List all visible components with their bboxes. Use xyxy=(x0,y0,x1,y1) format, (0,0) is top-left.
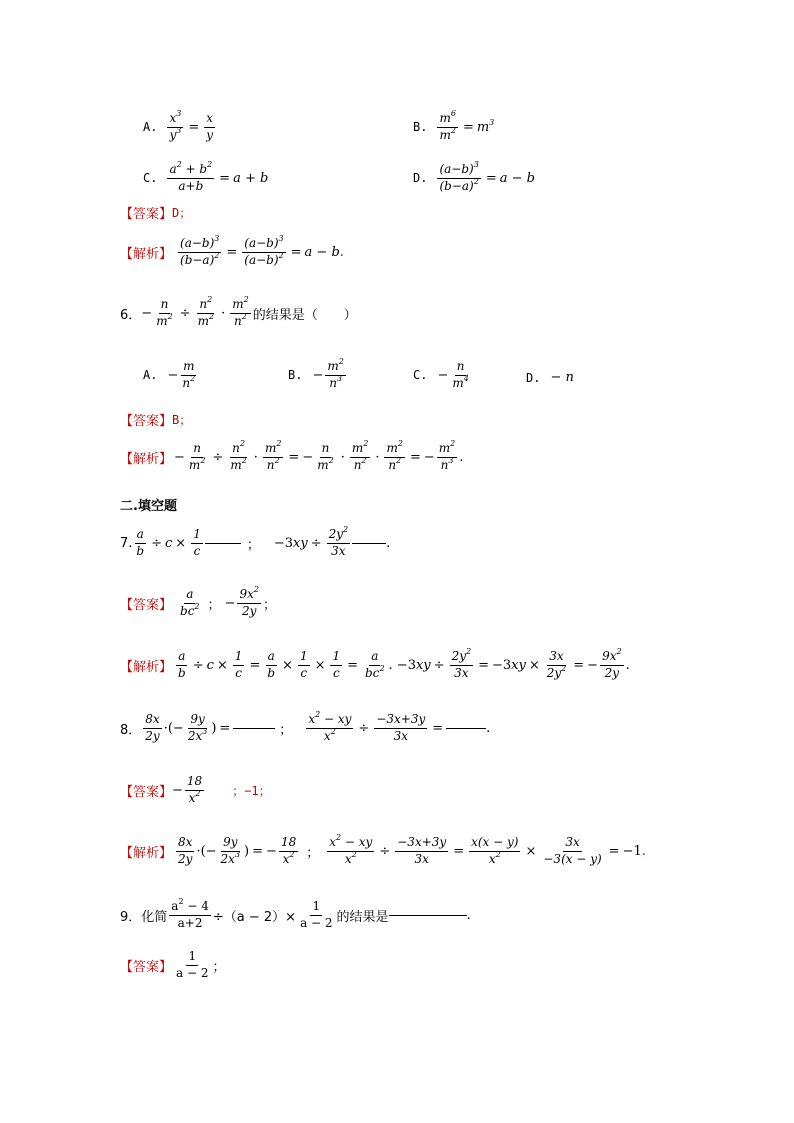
formula: $\frac{x^3}{y^3}$ xyxy=(169,109,182,142)
answer-tag: 【答案】 xyxy=(120,597,173,613)
q9-answer: 【答案】 $\frac{1}{a - 2}$ ； xyxy=(120,949,226,980)
answer-blank[interactable] xyxy=(205,543,241,544)
q6-stem: 6． − $\frac{n}{m^2}$ ÷ $\frac{n^2}{m^2}$ · $\frac{m^2}{n^2}$ 的结果是（ ） xyxy=(120,295,357,328)
answer-value: B； xyxy=(172,413,192,427)
answer-tag: 【答案】 xyxy=(120,414,173,429)
q6-option-b: B. − $\frac{m^2}{n^3}$ xyxy=(288,357,344,390)
q5-option-d: D. $\frac{(a-b)^3}{(b-a)^2}$ = a − b xyxy=(413,160,535,193)
q8-answer: 【答案】 − $\frac{18}{x^2}$ ；−1； xyxy=(120,774,271,805)
q6-option-a: A. − $\frac{m}{n^2}$ xyxy=(143,359,196,390)
formula: $\frac{(a-b)^3}{(b-a)^2}$ xyxy=(439,160,479,193)
answer-tag: 【答案】 xyxy=(120,207,173,222)
question-number: 9． xyxy=(120,909,142,925)
q9-stem: 9． 化简 $\frac{a^2 - 4}{a+2}$ ÷（a − 2）× $\frac{1}{a - 2}$ 的结果是 . xyxy=(120,897,471,930)
q7-stem: 7. $\frac{a}{b}$ ÷ c × $\frac{1}{c}$ ； −3xy ÷ $\frac{2y^2}{3x}$ . xyxy=(120,525,391,558)
q5-option-a: A. $\frac{x^3}{y^3}$ = $\frac{x}{y}$ xyxy=(143,109,214,142)
q6-option-d: D. − n xyxy=(526,370,574,385)
answer-blank[interactable] xyxy=(233,728,275,729)
q8-stem: 8． $\frac{8x}{2y}$ ·(− $\frac{9y}{2x^3}$ ) = ； $\frac{x^2 - xy}{x^2}$ ÷ $\frac{-3x+3y}{3x}$ = . xyxy=(120,710,491,743)
answer-value: D； xyxy=(172,206,192,220)
analysis-tag: 【解析】 xyxy=(120,659,173,675)
section-title: 二.填空题 xyxy=(120,499,177,514)
q6-answer xyxy=(120,410,191,429)
answer-tag: 【答案】 xyxy=(120,784,173,800)
answer-blank[interactable] xyxy=(389,915,467,916)
question-number: 6． xyxy=(120,307,142,323)
question-suffix: 的结果是（ ） xyxy=(252,307,357,323)
question-number: 8． xyxy=(120,722,142,738)
question-number: 7. xyxy=(120,535,133,551)
answer-tag: 【答案】 xyxy=(120,959,173,975)
option-letter: C. xyxy=(143,171,158,186)
q5-option-b: B. $\frac{m^6}{m^2}$ = $m^3$ xyxy=(413,109,495,142)
analysis-tag: 【解析】 xyxy=(120,246,173,262)
option-letter: B. xyxy=(413,120,428,135)
q5-analysis: 【解析】 $\frac{(a-b)^3}{(b-a)^2}$ = $\frac{(a-b)^3}{(a-b)^2}$ = a − b . xyxy=(120,234,344,267)
answer-blank[interactable] xyxy=(352,543,386,544)
analysis-tag: 【解析】 xyxy=(120,845,173,861)
formula: $\frac{x}{y}$ xyxy=(206,111,214,142)
q6-analysis: 【解析】 − $\frac{n}{m^2}$ ÷ $\frac{n^2}{m^2}$ · $\frac{m^2}{n^2}$ = − $\frac{n}{m^2}$ · $\frac{m^2}{n^2}$ · $\frac{m^2}{n^2}$ = − $\frac{m^2}{n^3}$ . xyxy=(120,439,464,472)
formula: $\frac{a^2 + b^2}{a+b}$ xyxy=(169,160,213,193)
q6-option-c: C. − $\frac{n}{m^4}$ xyxy=(413,359,469,390)
option-letter: D. xyxy=(413,171,428,186)
q7-analysis: 【解析】 $\frac{a}{b}$ ÷ c × $\frac{1}{c}$ = $\frac{a}{b}$ × $\frac{1}{c}$ × $\frac{1}{c}$ = $\frac{a}{bc^2}$ . −3xy ÷ $\frac{2y^2}{3x}$ = −3xy × $\frac{3x}{2y^2}$ = − $\frac{9x^2}{2y}$ . xyxy=(120,647,630,680)
formula: $\frac{m^6}{m^2}$ xyxy=(439,109,456,142)
q5-option-c: C. $\frac{a^2 + b^2}{a+b}$ = a + b xyxy=(143,160,269,193)
answer-blank[interactable] xyxy=(446,728,486,729)
q8-analysis: 【解析】 $\frac{8x}{2y}$ ·(− $\frac{9y}{2x^3}$ ) = − $\frac{18}{x^2}$ ； $\frac{x^2 - xy}{x^2}$ ÷ $\frac{-3x+3y}{3x}$ = $\frac{x(x - y)}{x^2}$ × $\frac{3x}{-3(x - y)}$ = −1 . xyxy=(120,833,646,866)
option-letter: A. xyxy=(143,120,158,135)
analysis-tag: 【解析】 xyxy=(120,451,173,467)
q7-answer: 【答案】 $\frac{a}{bc^2}$ ； − $\frac{9x^2}{2y}$ ； xyxy=(120,585,276,618)
q5-answer xyxy=(120,203,191,222)
